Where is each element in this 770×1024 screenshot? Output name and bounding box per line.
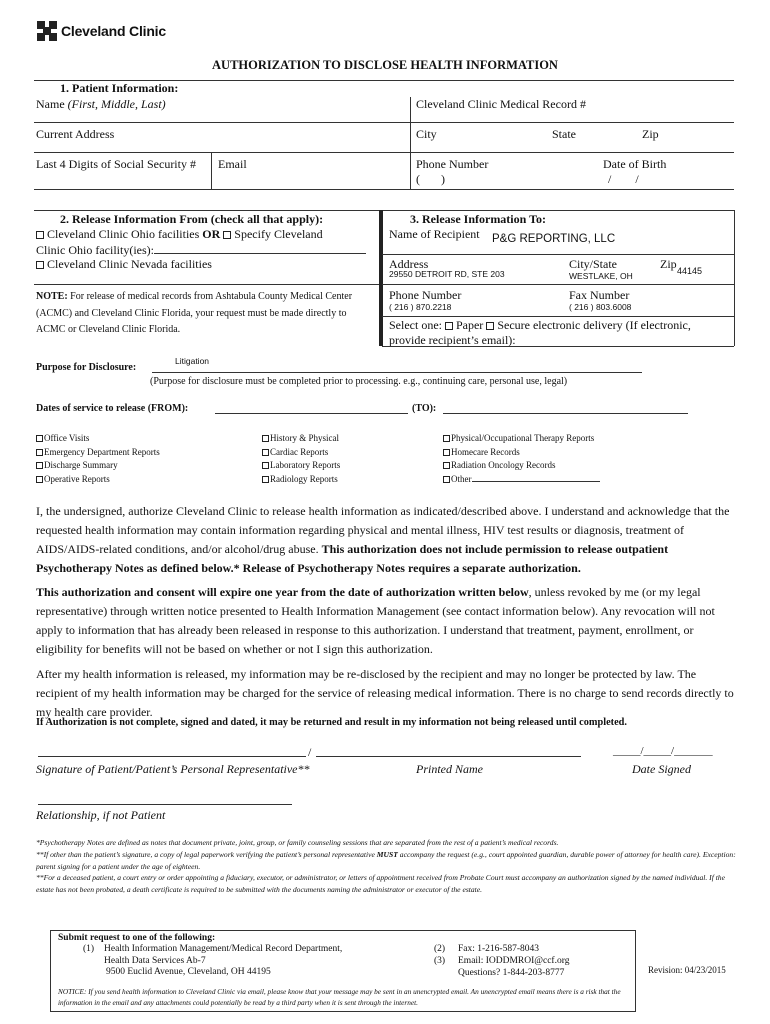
ssn-label: Last 4 Digits of Social Security # [36, 157, 196, 171]
submit-item3-num: (3) [434, 956, 446, 966]
check-office-visits[interactable]: Office Visits [36, 432, 160, 446]
to-phone-label: Phone Number [389, 288, 462, 302]
check-homecare[interactable]: Homecare Records [443, 446, 600, 460]
checklist-col2 [262, 432, 340, 487]
recipient-value[interactable]: P&G REPORTING, LLC [492, 233, 616, 245]
sig-slash: / [308, 745, 312, 759]
note-text: NOTE: For release of medical records from Ashtabula County Medical Center (ACMC) and Cleveland Clinic Florida, your request must be made directly to ACMC or Cleveland Clinic Florida. [36, 291, 353, 335]
expiration-paragraph: This authorization and consent will expire one year from the date of authorization written below, unless revoked by me (or my legal representative) through written notice presented to Health Information Management (see contact information below). Any revocation will not apply to information that has already been released in response to this authorization. I understand that treatment, payment, enrollment, or eligibility for benefits will not be based on whether or not I sign this authorization. [36, 585, 715, 656]
to-fax-value[interactable]: ( 216 ) 803.6008 [569, 302, 632, 312]
relationship-label: Relationship, if not Patient [36, 808, 166, 822]
state-label: State [552, 127, 576, 141]
check-radiation[interactable]: Radiation Oncology Records [443, 459, 600, 473]
form-title: AUTHORIZATION TO DISCLOSE HEALTH INFORMATION [212, 58, 558, 72]
check-cardiac[interactable]: Cardiac Reports [262, 446, 340, 460]
opt-ohio-specify[interactable]: Clinic Ohio facility(ies): [36, 242, 366, 258]
mrn-label: Cleveland Clinic Medical Record # [416, 97, 586, 111]
release-to-heading: 3. Release Information To: [410, 212, 546, 226]
checkbox-icon[interactable] [36, 231, 44, 239]
checkbox-icon[interactable] [36, 261, 44, 269]
check-operative[interactable]: Operative Reports [36, 473, 160, 487]
check-laboratory[interactable]: Laboratory Reports [262, 459, 340, 473]
check-discharge[interactable]: Discharge Summary [36, 459, 160, 473]
checkbox-icon[interactable] [223, 231, 231, 239]
city-label: City [416, 127, 437, 141]
submit-item2-num: (2) [434, 944, 446, 954]
logo-mark-icon [37, 21, 57, 41]
purpose-hint: (Purpose for disclosure must be completed prior to processing. e.g., continuing care, personal use, legal) [150, 376, 568, 387]
signature-label: Signature of Patient/Patient’s Personal Representative** [36, 762, 310, 776]
to-zip-label: Zip [660, 257, 677, 271]
date-signed-label: Date Signed [632, 762, 691, 776]
submit-heading: Submit request to one of the following: [58, 933, 216, 943]
check-emergency[interactable]: Emergency Department Reports [36, 446, 160, 460]
phone-label: Phone Number [416, 157, 489, 171]
logo-text: Cleveland Clinic [61, 23, 166, 39]
checklist-col3 [443, 432, 600, 487]
zip-label: Zip [642, 127, 659, 141]
paper-checkbox[interactable] [445, 322, 453, 330]
checklist-col1 [36, 432, 160, 487]
check-history[interactable]: History & Physical [262, 432, 340, 446]
submit-item1-num: (1) [83, 944, 95, 954]
secure-checkbox[interactable] [486, 322, 494, 330]
submit-fax: Fax: 1-216-587-8043 [458, 944, 540, 954]
to-zip-value[interactable]: 44145 [677, 266, 703, 276]
name-label: Name (First, Middle, Last) [36, 97, 166, 111]
redisclosure-paragraph: After my health information is released, my information may be re-disclosed by the recipient and may no longer be protected by law. The recipient of my health information may be charged for the service of releasing medical information. There is no charge to send records directly to my health care provider. [36, 667, 734, 719]
dob-label: Date of Birth [603, 157, 667, 171]
patient-info-heading: 1. Patient Information: [60, 81, 179, 95]
footnote-deceased: **For a deceased patient, a court entry or order appointing a fiduciary, executor, or administrator, or letters of appointment received from Probate Court must accompany an authorization signed by the named individual. If the estate has not been probated, a death certificate is required to be submitted with the documents naming the administrator or executor of the estate. [36, 873, 725, 894]
dob-mask: / / [608, 172, 639, 186]
cleveland-clinic-logo [37, 21, 166, 41]
dates-from-label: Dates of service to release (FROM): [36, 403, 189, 414]
submit-email: Email: IODDMROI@ccf.org Questions? 1-844-203-8777 [458, 956, 570, 978]
to-address-value[interactable]: 29550 DETROIT RD, STE 203 [389, 269, 505, 279]
address-label: Current Address [36, 127, 115, 141]
incomplete-warning: If Authorization is not complete, signed and dated, it may be returned and result in my information not being released until completed. [36, 717, 627, 728]
submit-item1: Health Information Management/Medical Record Department, Health Data Services Ab-7 9500 Euclid Avenue, Cleveland, OH 44195 [104, 944, 343, 977]
delivery-email[interactable]: provide recipient’s email): [389, 333, 516, 347]
authorization-paragraph: I, the undersigned, authorize Cleveland Clinic to release health information as indicated/described above. I understand and acknowledge that the requested health information may contain information regarding physical and mental illness, HIV test results or diagnosis, treatment of AIDS/AIDS-related conditions, and/or alcohol/drug abuse. This authorization does not include permission to release outpatient Psychotherapy Notes as defined below.* Release of Psychotherapy Notes requires a separate authorization. [36, 504, 730, 575]
to-fax-label: Fax Number [569, 288, 630, 302]
dates-to-label: (TO): [412, 403, 437, 414]
recipient-label: Name of Recipient [389, 227, 480, 241]
to-citystate-value[interactable]: WESTLAKE, OH [569, 271, 633, 281]
check-radiology[interactable]: Radiology Reports [262, 473, 340, 487]
to-citystate-label: City/State [569, 257, 617, 271]
revision-date: Revision: 04/23/2015 [648, 965, 726, 975]
opt-nevada[interactable]: Cleveland Clinic Nevada facilities [36, 257, 212, 272]
check-physical-therapy[interactable]: Physical/Occupational Therapy Reports [443, 432, 600, 446]
email-label: Email [218, 157, 247, 171]
date-mask[interactable]: _____/_____/_______ [613, 745, 713, 757]
footnote-psychotherapy: *Psychotherapy Notes are defined as notes that document private, joint, group, or family counseling sessions that are separated from the rest of a patient’s medical records. [36, 838, 559, 847]
footnote-representative: **If other than the patient’s signature, a copy of legal paperwork verifying the patient’s personal representative MUST accompany the request (e.g., court appointed guardian, durable power of attorney for health care). Exception: parent signing for a patient under the age of eighteen. [36, 850, 736, 871]
purpose-label: Purpose for Disclosure: [36, 362, 137, 373]
delivery-select: Select one: Paper Secure electronic delivery (If electronic, [389, 318, 691, 332]
to-address-label: Address [389, 257, 429, 271]
release-from-heading: 2. Release Information From (check all that apply): [60, 212, 324, 226]
phone-mask: ( ) [416, 172, 445, 186]
check-other[interactable]: Other [443, 473, 600, 487]
email-notice: NOTICE: If you send health information to Cleveland Clinic via email, please know that your message may be sent in an unencrypted email. An unencrypted email means there is a risk that the information in the email and any attachments could potentially be read by a third party when it is sent through the internet. [58, 987, 621, 1007]
purpose-value[interactable]: Litigation [175, 356, 210, 366]
to-phone-value[interactable]: ( 216 ) 870.2218 [389, 302, 452, 312]
printed-name-label: Printed Name [416, 762, 483, 776]
opt-ohio[interactable]: Cleveland Clinic Ohio facilities OR Specify Cleveland [36, 227, 323, 242]
